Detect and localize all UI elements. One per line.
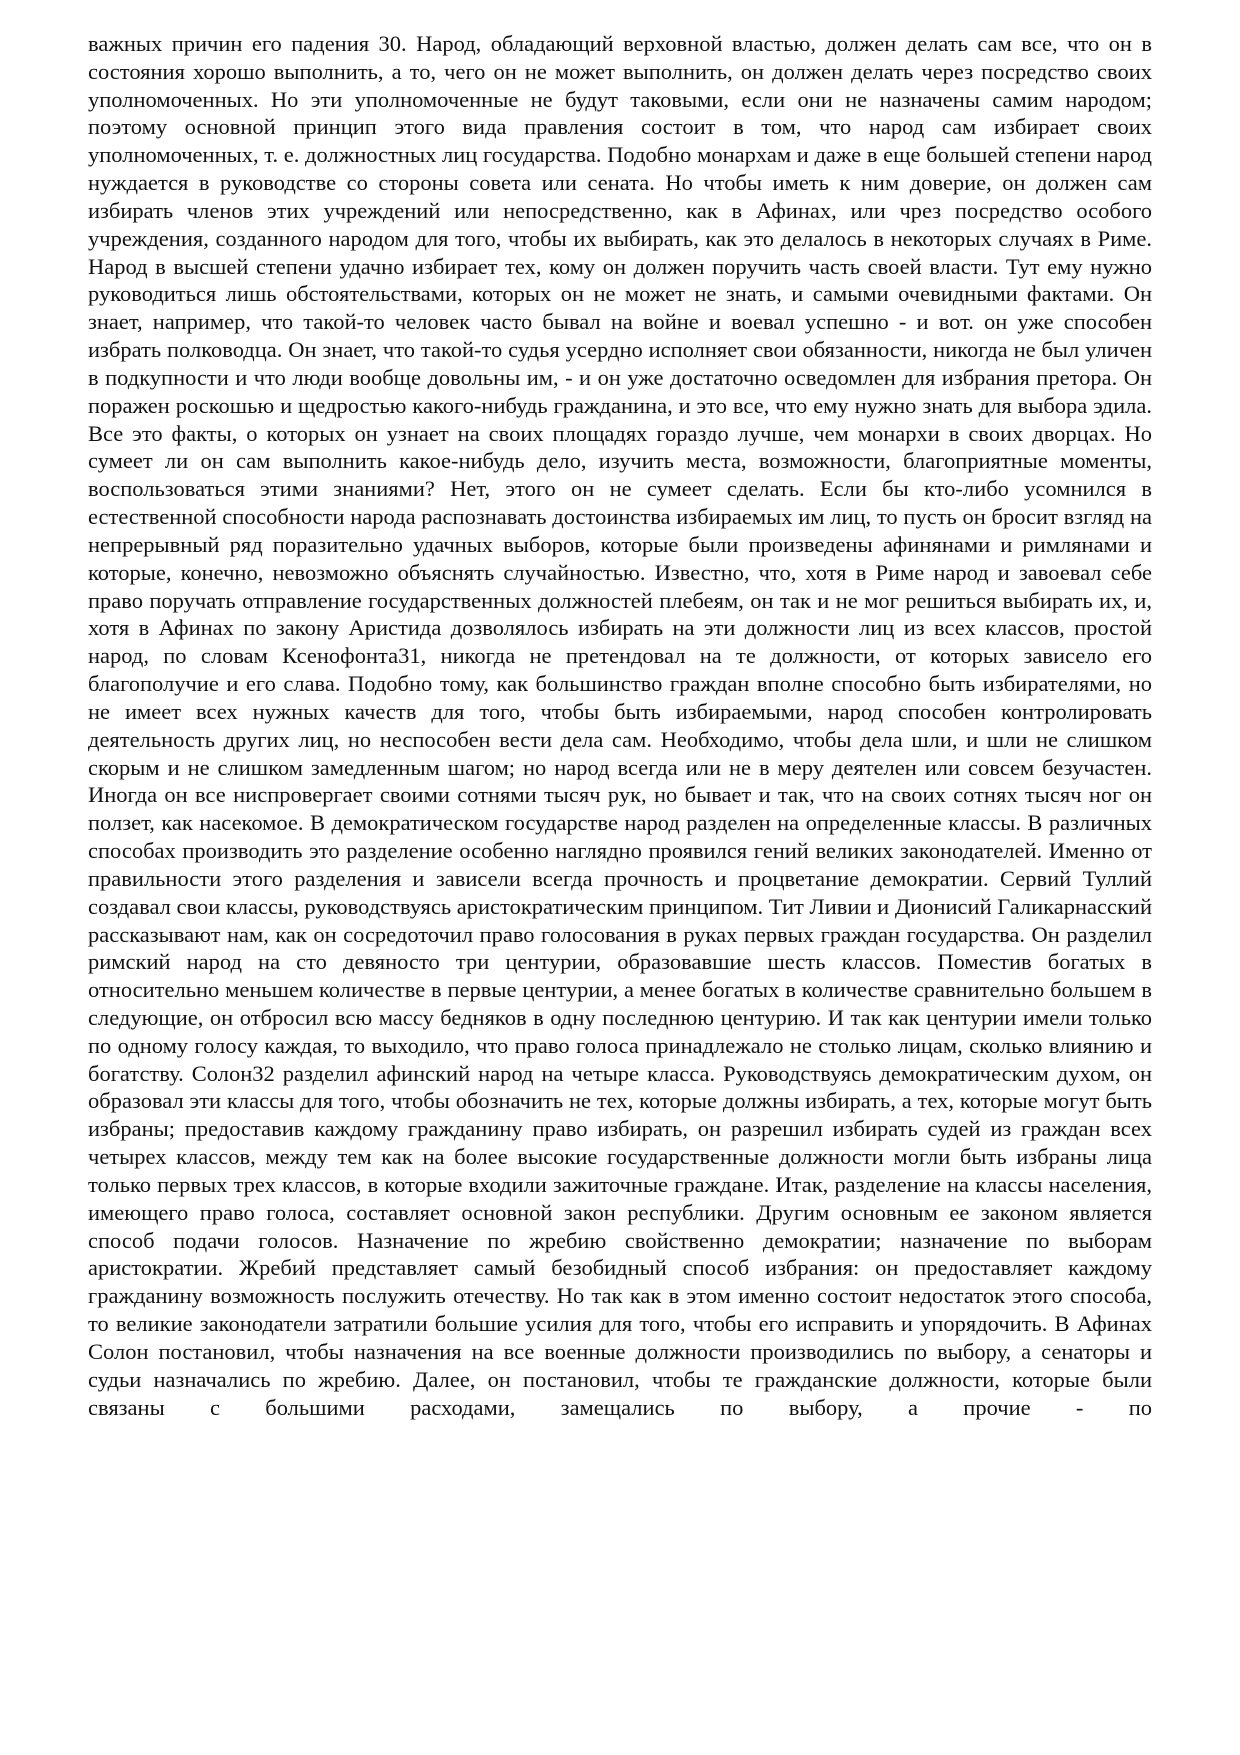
- body-paragraph: важных причин его падения 30. Народ, обладающий верховной властью, должен делать сам все, что он в состояния хорошо выполнить, а то, чего он не может выполнить, он должен делать через посредство своих уполномоченных. Но эти уполномоченные не будут таковыми, если они не назначены самим народом; поэтому основной принцип этого вида правления состоит в том, что народ сам избирает своих уполномоченных, т. е. должностных лиц государства. Подобно монархам и даже в еще большей степени народ нуждается в руководстве со стороны совета или сената. Но чтобы иметь к ним доверие, он должен сам избирать членов этих учреждений или непосредственно, как в Афинах, или чрез посредство особого учреждения, созданного народом для того, чтобы их выбирать, как это делалось в некоторых случаях в Риме. Народ в высшей степени удачно избирает тех, кому он должен поручить часть своей власти. Тут ему нужно руководиться лишь обстоятельствами, которых он не может не знать, и самыми очевидными фактами. Он знает, например, что такой-то человек часто бывал на войне и воевал успешно - и вот. он уже способен избрать полководца. Он знает, что такой-то судья усердно исполняет свои обязанности, никогда не был уличен в подкупности и что люди вообще довольны им, - и он уже достаточно осведомлен для избрания претора. Он поражен роскошью и щедростью какого-нибудь гражданина, и это все, что ему нужно знать для выбора эдила. Все это факты, о которых он узнает на своих площадях гораздо лучше, чем монархи в своих дворцах. Но сумеет ли он сам выполнить какое-нибудь дело, изучить места, возможности, благоприятные моменты, воспользоваться этими знаниями? Нет, этого он не сумеет сделать. Если бы кто-либо усомнился в естественной способности народа распознавать достоинства избираемых им лиц, то пусть он бросит взгляд на непрерывный ряд поразительно удачных выборов, которые были произведены афинянами и римлянами и которые, конечно, невозможно объяснять случайностью. Известно, что, хотя в Риме народ и завоевал себе право поручать отправление государственных должностей плебеям, он так и не мог решиться выбирать их, и, хотя в Афинах по закону Аристида дозволялось избирать на эти должности лиц из всех классов, простой народ, по словам Ксенофонта31, никогда не претендовал на те должности, от которых зависело его благополучие и его слава. Подобно тому, как большинство граждан вполне способно быть избирателями, но не имеет всех нужных качеств для того, чтобы быть избираемыми, народ способен контролировать деятельность других лиц, но неспособен вести дела сам. Необходимо, чтобы дела шли, и шли не слишком скорым и не слишком замедленным шагом; но народ всегда или не в меру деятелен или совсем безучастен. Иногда он все ниспровергает своими сотнями тысяч рук, но бывает и так, что на своих сотнях тысяч ног он ползет, как насекомое. В демократическом государстве народ разделен на определенные классы. В различных способах производить это разделение особенно наглядно проявился гений великих законодателей. Именно от правильности этого разделения и зависели всегда прочность и процветание демократии. Сервий Туллий создавал свои классы, руководствуясь аристократическим принципом. Тит Ливии и Дионисий Галикарнасский рассказывают нам, как он сосредоточил право голосования в руках первых граждан государства. Он разделил римский народ на сто девяносто три центурии, образовавшие шесть классов. Поместив богатых в относительно меньшем количестве в первые центурии, а менее богатых в количестве сравнительно большем в следующие, он отбросил всю массу бедняков в одну последнюю центурию. И так как центурии имели только по одному голосу каждая, то выходило, что право голоса принадлежало не столько лицам, сколько влиянию и богатству. Солон32 разделил афинский народ на четыре класса. Руководствуясь демократическим духом, он образовал эти классы для того, чтобы обозначить не тех, которые должны избирать, а тех, которые могут быть избраны; предоставив каждому гражданину право избирать, он разрешил избирать судей из граждан всех четырех классов, между тем как на более высокие государственные должности могли быть избраны лица только первых трех классов, в которые входили зажиточные граждане. Итак, разделение на классы населения, имеющего право голоса, составляет основной закон республики. Другим основным ее законом является способ подачи голосов. Назначение по жребию свойственно демократии; назначение по выборам аристократии. Жребий представляет самый безобидный способ избрания: он предоставляет каждому гражданину возможность послужить отечеству. Но так как в этом именно состоит недостаток этого способа, то великие законодатели затратили большие усилия для того, чтобы его исправить и упорядочить. В Афинах Солон постановил, чтобы назначения на все военные должности производились по выбору, а сенаторы и судьи назначались по жребию. Далее, он постановил, чтобы те гражданские должности, которые были связаны с большими расходами, замещались по выбору, а прочие - по: [88, 31, 1152, 1420]
- document-page: [88, 30, 1152, 1730]
